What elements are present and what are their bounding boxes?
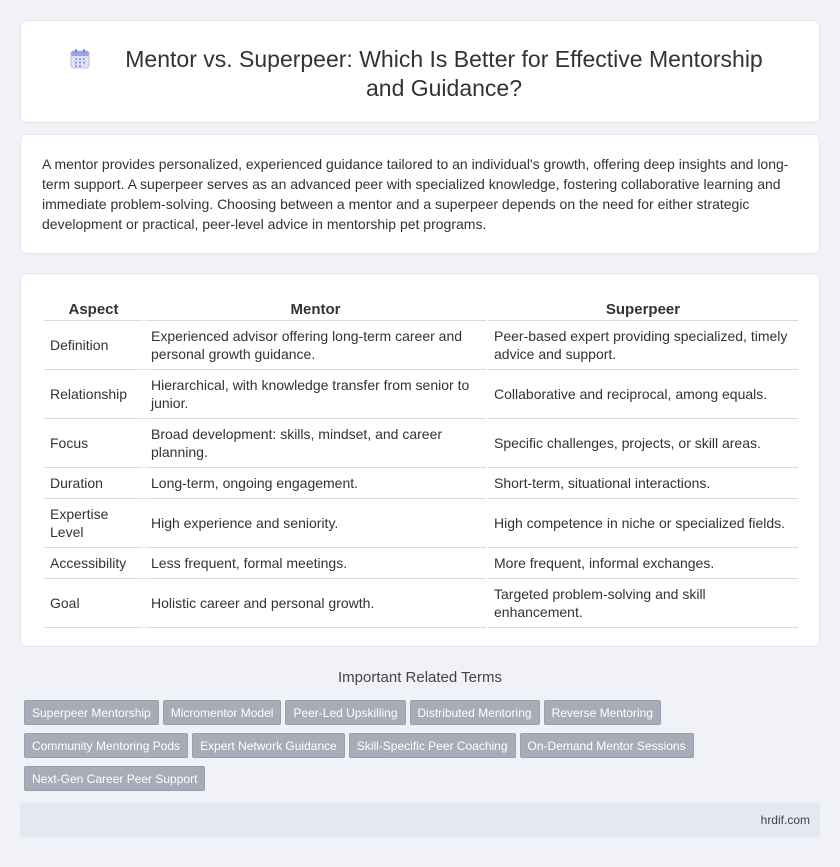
table-row: [44, 579, 798, 628]
table-header-row: [44, 294, 798, 321]
cell-superpeer: High competence in niche or specialized fields.: [488, 499, 798, 548]
related-term-tag[interactable]: Skill-Specific Peer Coaching: [349, 733, 516, 758]
footer: [20, 803, 820, 837]
table-row: [44, 499, 798, 548]
cell-superpeer: Short-term, situational interactions.: [488, 468, 798, 499]
cell-aspect: Accessibility: [44, 548, 143, 579]
intro-paragraph: A mentor provides personalized, experienced guidance tailored to an individual's growth, offering deep insights and long-term support. A superpeer serves as an advanced peer with specialized knowledge, fostering collaborative learning and immediate problem-solving. Choosing between a mentor and a superpeer depends on the need for either strategic development or practical, peer-level advice in mentorship pet programs.: [42, 156, 789, 232]
cell-mentor: Hierarchical, with knowledge transfer from senior to junior.: [145, 370, 486, 419]
comparison-table: [42, 294, 800, 628]
cell-mentor: Experienced advisor offering long-term career and personal growth guidance.: [145, 321, 486, 370]
cell-superpeer: Targeted problem-solving and skill enhancement.: [488, 579, 798, 628]
related-term-tag[interactable]: Reverse Mentoring: [544, 700, 661, 725]
related-terms-heading: Important Related Terms: [338, 669, 502, 686]
cell-mentor: Broad development: skills, mindset, and career planning.: [145, 419, 486, 468]
cell-aspect: Definition: [44, 321, 143, 370]
related-terms-tags: [24, 700, 724, 799]
page-title: Mentor vs. Superpeer: Which Is Better for Effective Mentorship and Guidance?: [125, 46, 763, 101]
header-mentor: Mentor: [145, 294, 486, 321]
header-aspect: Aspect: [44, 294, 143, 321]
cell-superpeer: More frequent, informal exchanges.: [488, 548, 798, 579]
cell-aspect: Goal: [44, 579, 143, 628]
table-row: [44, 468, 798, 499]
cell-mentor: High experience and seniority.: [145, 499, 486, 548]
title-card: [20, 20, 820, 123]
related-term-tag[interactable]: On-Demand Mentor Sessions: [520, 733, 694, 758]
related-term-tag[interactable]: Distributed Mentoring: [410, 700, 540, 725]
table-row: [44, 548, 798, 579]
cell-aspect: Relationship: [44, 370, 143, 419]
cell-mentor: Long-term, ongoing engagement.: [145, 468, 486, 499]
cell-superpeer: Collaborative and reciprocal, among equals.: [488, 370, 798, 419]
comparison-card: [20, 273, 820, 647]
related-term-tag[interactable]: Peer-Led Upskilling: [285, 700, 405, 725]
header-superpeer: Superpeer: [488, 294, 798, 321]
table-row: [44, 370, 798, 419]
cell-mentor: Holistic career and personal growth.: [145, 579, 486, 628]
cell-superpeer: Specific challenges, projects, or skill areas.: [488, 419, 798, 468]
related-term-tag[interactable]: Micromentor Model: [163, 700, 282, 725]
related-term-tag[interactable]: Expert Network Guidance: [192, 733, 345, 758]
cell-aspect: Duration: [44, 468, 143, 499]
table-row: [44, 419, 798, 468]
footer-site[interactable]: hrdif.com: [760, 813, 810, 827]
cell-aspect: Expertise Level: [44, 499, 143, 548]
related-term-tag[interactable]: Next-Gen Career Peer Support: [24, 766, 205, 791]
related-term-tag[interactable]: Superpeer Mentorship: [24, 700, 159, 725]
cell-mentor: Less frequent, formal meetings.: [145, 548, 486, 579]
page-title-wrap: [61, 45, 799, 103]
cell-superpeer: Peer-based expert providing specialized, timely advice and support.: [488, 321, 798, 370]
cell-aspect: Focus: [44, 419, 143, 468]
table-row: [44, 321, 798, 370]
related-term-tag[interactable]: Community Mentoring Pods: [24, 733, 188, 758]
intro-card: [20, 134, 820, 254]
